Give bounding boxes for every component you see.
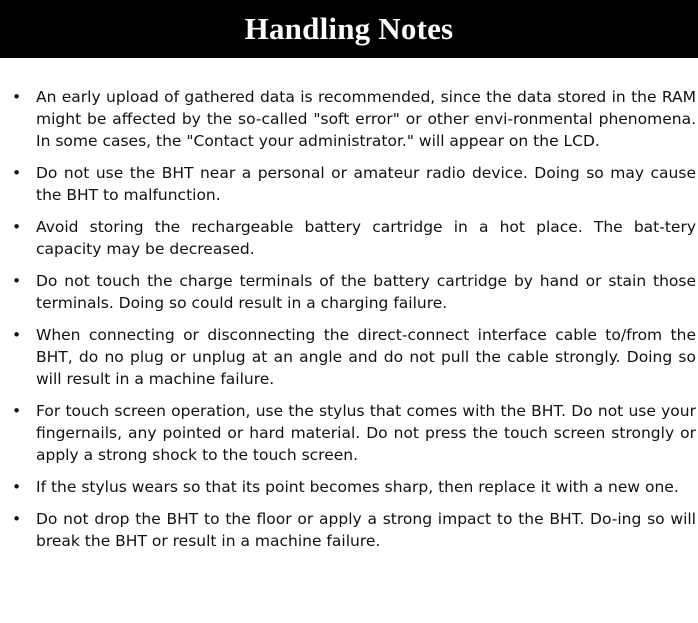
bullet-icon: •: [12, 164, 22, 182]
title-bar: [0, 0, 698, 58]
list-item: [0, 162, 698, 206]
note-text: Avoid storing the rechargeable battery cartridge in a hot place. The bat-tery capacity may be decreased.: [36, 218, 696, 258]
note-text: When connecting or disconnecting the direct-connect interface cable to/from the BHT, do no plug or unplug at an angle and do not pull the cable strongly. Doing so will result in a machine failure.: [36, 326, 696, 388]
note-text: An early upload of gathered data is recommended, since the data stored in the RAM might be affected by the so-called "soft error" or other envi-ronmental phenomena. In some cases, the "Contact your administrator." will appear on the LCD.: [36, 88, 696, 150]
list-item: [0, 508, 698, 552]
list-item: [0, 400, 698, 466]
list-item: [0, 216, 698, 260]
page-title: Handling Notes: [244, 11, 454, 46]
bullet-icon: •: [12, 402, 22, 420]
note-text: Do not use the BHT near a personal or amateur radio device. Doing so may cause the BHT to malfunction.: [36, 164, 696, 204]
list-item: [0, 270, 698, 314]
bullet-icon: •: [12, 510, 22, 528]
note-text: Do not touch the charge terminals of the battery cartridge by hand or stain those terminals. Doing so could result in a charging failure.: [36, 272, 696, 312]
list-item: [0, 86, 698, 152]
note-text: If the stylus wears so that its point becomes sharp, then replace it with a new one.: [36, 478, 679, 496]
bullet-icon: •: [12, 272, 22, 290]
bullet-icon: •: [12, 478, 22, 496]
bullet-icon: •: [12, 326, 22, 344]
list-item: [0, 324, 698, 390]
note-text: For touch screen operation, use the stylus that comes with the BHT. Do not use your fingernails, any pointed or hard material. Do not press the touch screen strongly or apply a strong shock to the touch screen.: [36, 402, 696, 464]
handling-notes-list: [0, 86, 698, 562]
note-text: Do not drop the BHT to the floor or apply a strong impact to the BHT. Do-ing so will break the BHT or result in a machine failure.: [36, 510, 696, 550]
bullet-icon: •: [12, 218, 22, 236]
list-item: [0, 476, 698, 498]
bullet-icon: •: [12, 88, 22, 106]
